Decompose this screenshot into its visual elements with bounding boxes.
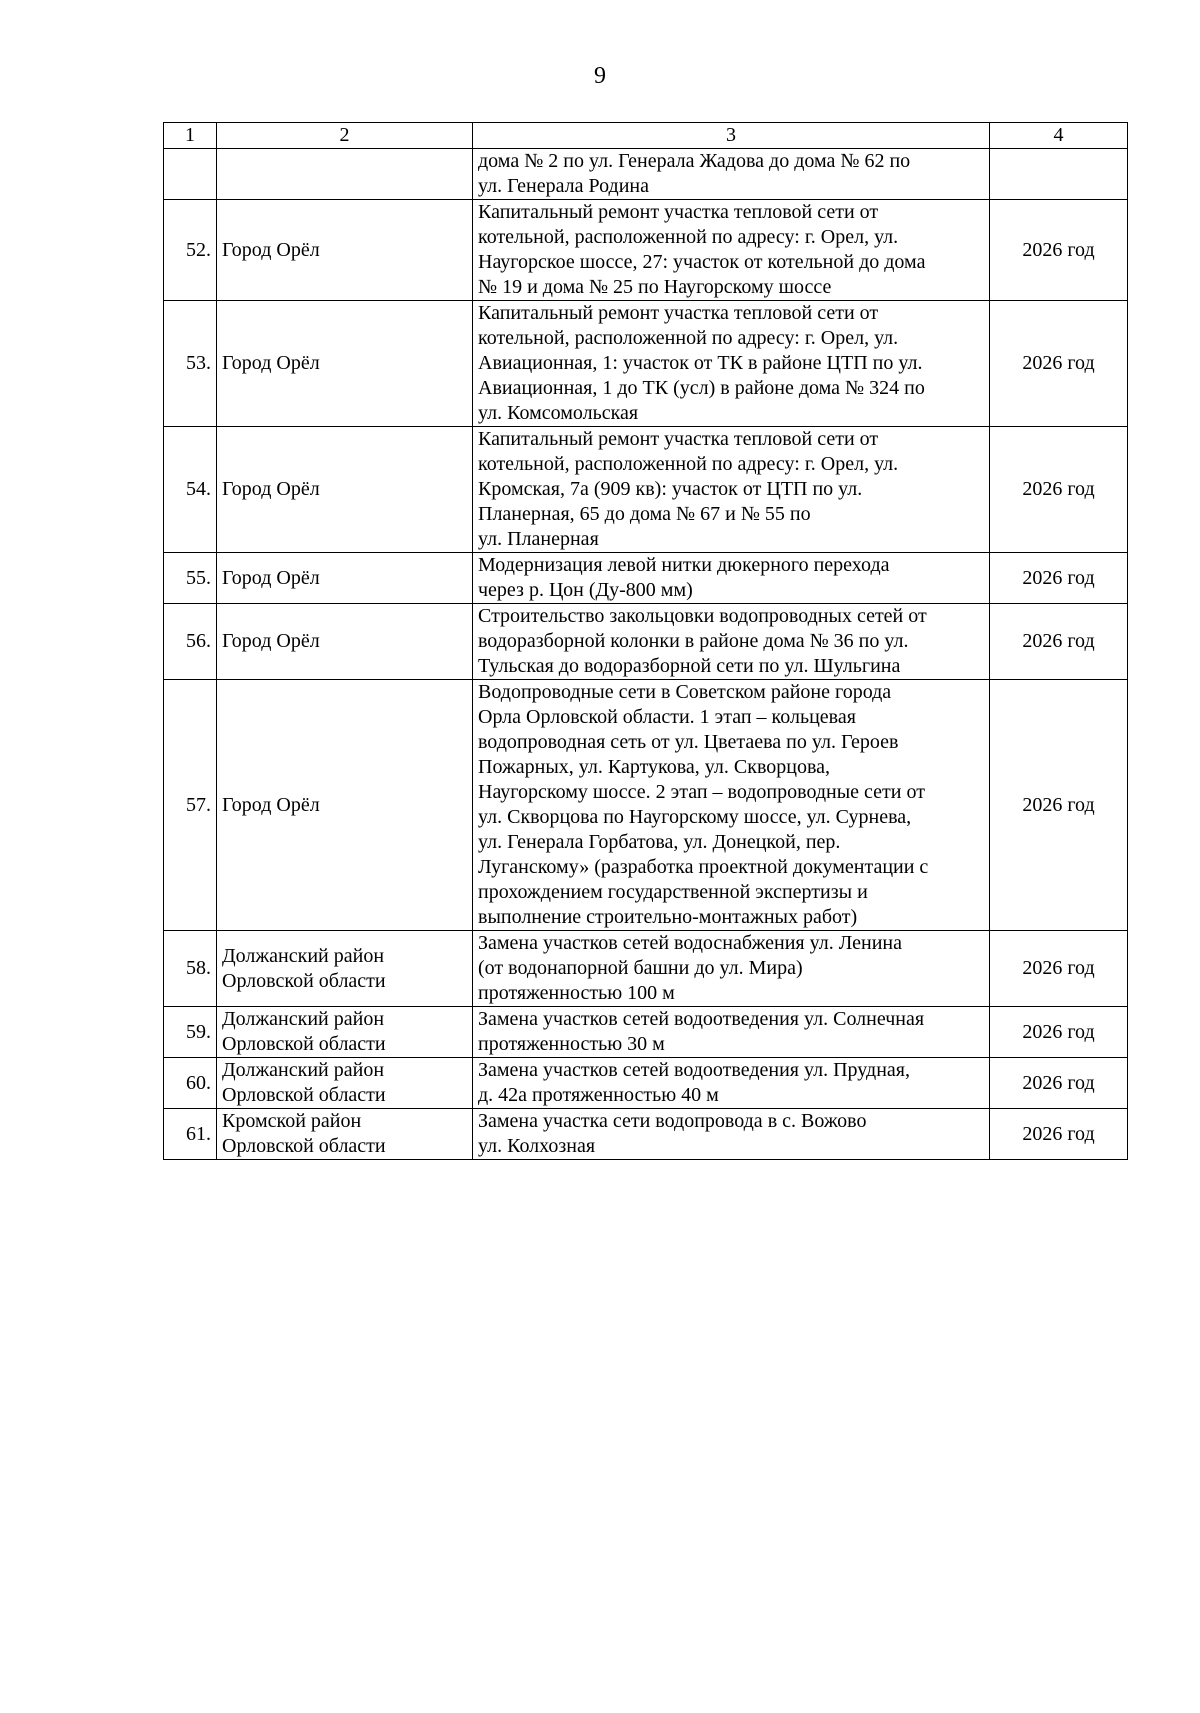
column-header: 1 [164, 123, 217, 149]
description-line: Орла Орловской области. 1 этап – кольцевая [478, 706, 856, 728]
description-line: ул. Скворцова по Наугорскому шоссе, ул. Сурнева, [478, 806, 912, 828]
description-line: Замена участков сетей водоснабжения ул. Ленина [478, 932, 902, 954]
table-row [164, 1058, 1128, 1109]
row-number-cell: 58. [164, 931, 217, 1007]
column-header: 4 [990, 123, 1128, 149]
year-cell: 2026 год [990, 604, 1128, 680]
description-line: Кромская, 7а (909 кв): участок от ЦТП по ул. [478, 478, 863, 500]
description-cell [473, 553, 990, 604]
description-cell [473, 604, 990, 680]
area-line: Город Орёл [222, 793, 320, 816]
area-line: Город Орёл [222, 566, 320, 589]
year-cell: 2026 год [990, 1058, 1128, 1109]
description-cell [473, 1058, 990, 1109]
area-cell [217, 1058, 473, 1109]
column-header: 3 [473, 123, 990, 149]
area-cell [217, 200, 473, 301]
description-cell [473, 200, 990, 301]
description-line: Авиационная, 1: участок от ТК в районе ЦТП по ул. [478, 352, 923, 374]
description-line: ул. Генерала Горбатова, ул. Донецкой, пер. [478, 831, 841, 853]
description-line: д. 42а протяженностью 40 м [478, 1084, 719, 1106]
description-line: через р. Цон (Ду-800 мм) [478, 579, 693, 601]
row-number-cell: 55. [164, 553, 217, 604]
description-line: Планерная, 65 до дома № 67 и № 55 по [478, 503, 811, 525]
description-line: водоразборной колонки в районе дома № 36 по ул. [478, 630, 909, 652]
description-cell [473, 149, 990, 200]
table-row [164, 301, 1128, 427]
area-cell [217, 680, 473, 931]
year-cell: 2026 год [990, 680, 1128, 931]
description-line: Замена участков сетей водоотведения ул. Прудная, [478, 1059, 910, 1081]
page-number: 9 [594, 63, 606, 89]
area-cell [217, 427, 473, 553]
area-line: Город Орёл [222, 352, 320, 374]
description-line: Водопроводные сети в Советском районе города [478, 681, 892, 703]
table-header-row [164, 123, 1128, 149]
description-line: прохождением государственной экспертизы и [478, 881, 868, 903]
area-cell [217, 931, 473, 1007]
year-cell [990, 149, 1128, 200]
area-line: Должанский район [222, 1059, 385, 1081]
table-row [164, 1007, 1128, 1058]
description-line: Модернизация левой нитки дюкерного перехода [478, 554, 890, 576]
description-line: Замена участков сетей водоотведения ул. Солнечная [478, 1008, 925, 1030]
row-number-cell: 57. [164, 680, 217, 931]
description-line: Строительство закольцовки водопроводных сетей от [478, 605, 927, 627]
description-line: дома № 2 по ул. Генерала Жадова до дома № 62 по [478, 150, 911, 172]
description-line: протяженностью 100 м [478, 982, 675, 1004]
description-line: Луганскому» (разработка проектной документации с [478, 856, 929, 878]
area-cell [217, 301, 473, 427]
description-line: № 19 и дома № 25 по Наугорскому шоссе [478, 276, 832, 298]
table-row [164, 200, 1128, 301]
description-line: ул. Комсомольская [478, 402, 639, 424]
works-table [163, 122, 1128, 1160]
description-line: Капитальный ремонт участка тепловой сети от [478, 428, 879, 450]
row-number-cell: 60. [164, 1058, 217, 1109]
description-line: котельной, расположенной по адресу: г. Орел, ул. [478, 327, 899, 349]
description-line: водопроводная сеть от ул. Цветаева по ул. Героев [478, 731, 899, 753]
table-row [164, 553, 1128, 604]
area-line: Город Орёл [222, 478, 320, 500]
description-line: Пожарных, ул. Картукова, ул. Скворцова, [478, 756, 831, 778]
column-header: 2 [217, 123, 473, 149]
description-line: Капитальный ремонт участка тепловой сети от [478, 302, 879, 324]
description-cell [473, 1109, 990, 1160]
year-cell: 2026 год [990, 200, 1128, 301]
area-line: Орловской области [222, 1135, 386, 1157]
description-line: ул. Колхозная [478, 1135, 596, 1157]
area-line: Должанский район [222, 944, 385, 967]
area-cell [217, 149, 473, 200]
area-line: Орловской области [222, 1033, 386, 1055]
row-number-cell: 61. [164, 1109, 217, 1160]
year-cell: 2026 год [990, 1109, 1128, 1160]
area-line: Орловской области [222, 969, 386, 992]
row-number-cell: 56. [164, 604, 217, 680]
description-line: Наугорскому шоссе. 2 этап – водопроводные сети от [478, 781, 925, 803]
description-line: протяженностью 30 м [478, 1033, 665, 1055]
area-line: Кромской район [222, 1110, 362, 1132]
row-number-cell: 54. [164, 427, 217, 553]
description-line: котельной, расположенной по адресу: г. Орел, ул. [478, 226, 899, 248]
description-line: котельной, расположенной по адресу: г. Орел, ул. [478, 453, 899, 475]
year-cell: 2026 год [990, 301, 1128, 427]
area-line: Город Орёл [222, 630, 320, 652]
description-line: Наугорское шоссе, 27: участок от котельной до дома [478, 251, 926, 273]
area-cell [217, 1109, 473, 1160]
area-line: Должанский район [222, 1008, 385, 1030]
description-line: Замена участка сети водопровода в с. Вожово [478, 1110, 867, 1132]
table-row [164, 680, 1128, 931]
row-number-cell: 53. [164, 301, 217, 427]
area-line: Орловской области [222, 1084, 386, 1106]
year-cell: 2026 год [990, 931, 1128, 1007]
year-cell: 2026 год [990, 427, 1128, 553]
table-row [164, 604, 1128, 680]
area-cell [217, 1007, 473, 1058]
description-line: (от водонапорной башни до ул. Мира) [478, 957, 803, 979]
area-line: Город Орёл [222, 238, 320, 261]
table-row [164, 931, 1128, 1007]
description-cell [473, 680, 990, 931]
area-cell [217, 553, 473, 604]
description-line: Капитальный ремонт участка тепловой сети от [478, 201, 879, 223]
description-line: Авиационная, 1 до ТК (усл) в районе дома № 324 по [478, 377, 925, 399]
row-number-cell: 52. [164, 200, 217, 301]
row-number-cell [164, 149, 217, 200]
year-cell: 2026 год [990, 1007, 1128, 1058]
table-row [164, 1109, 1128, 1160]
table-row-continuation [164, 149, 1128, 200]
row-number-cell: 59. [164, 1007, 217, 1058]
description-line: ул. Планерная [478, 528, 599, 550]
description-line: ул. Генерала Родина [478, 175, 650, 197]
area-cell [217, 604, 473, 680]
description-cell [473, 1007, 990, 1058]
description-line: Тульская до водоразборной сети по ул. Шульгина [478, 655, 901, 677]
year-cell: 2026 год [990, 553, 1128, 604]
table-row [164, 427, 1128, 553]
description-cell [473, 931, 990, 1007]
description-cell [473, 301, 990, 427]
description-cell [473, 427, 990, 553]
description-line: выполнение строительно-монтажных работ) [478, 906, 858, 928]
